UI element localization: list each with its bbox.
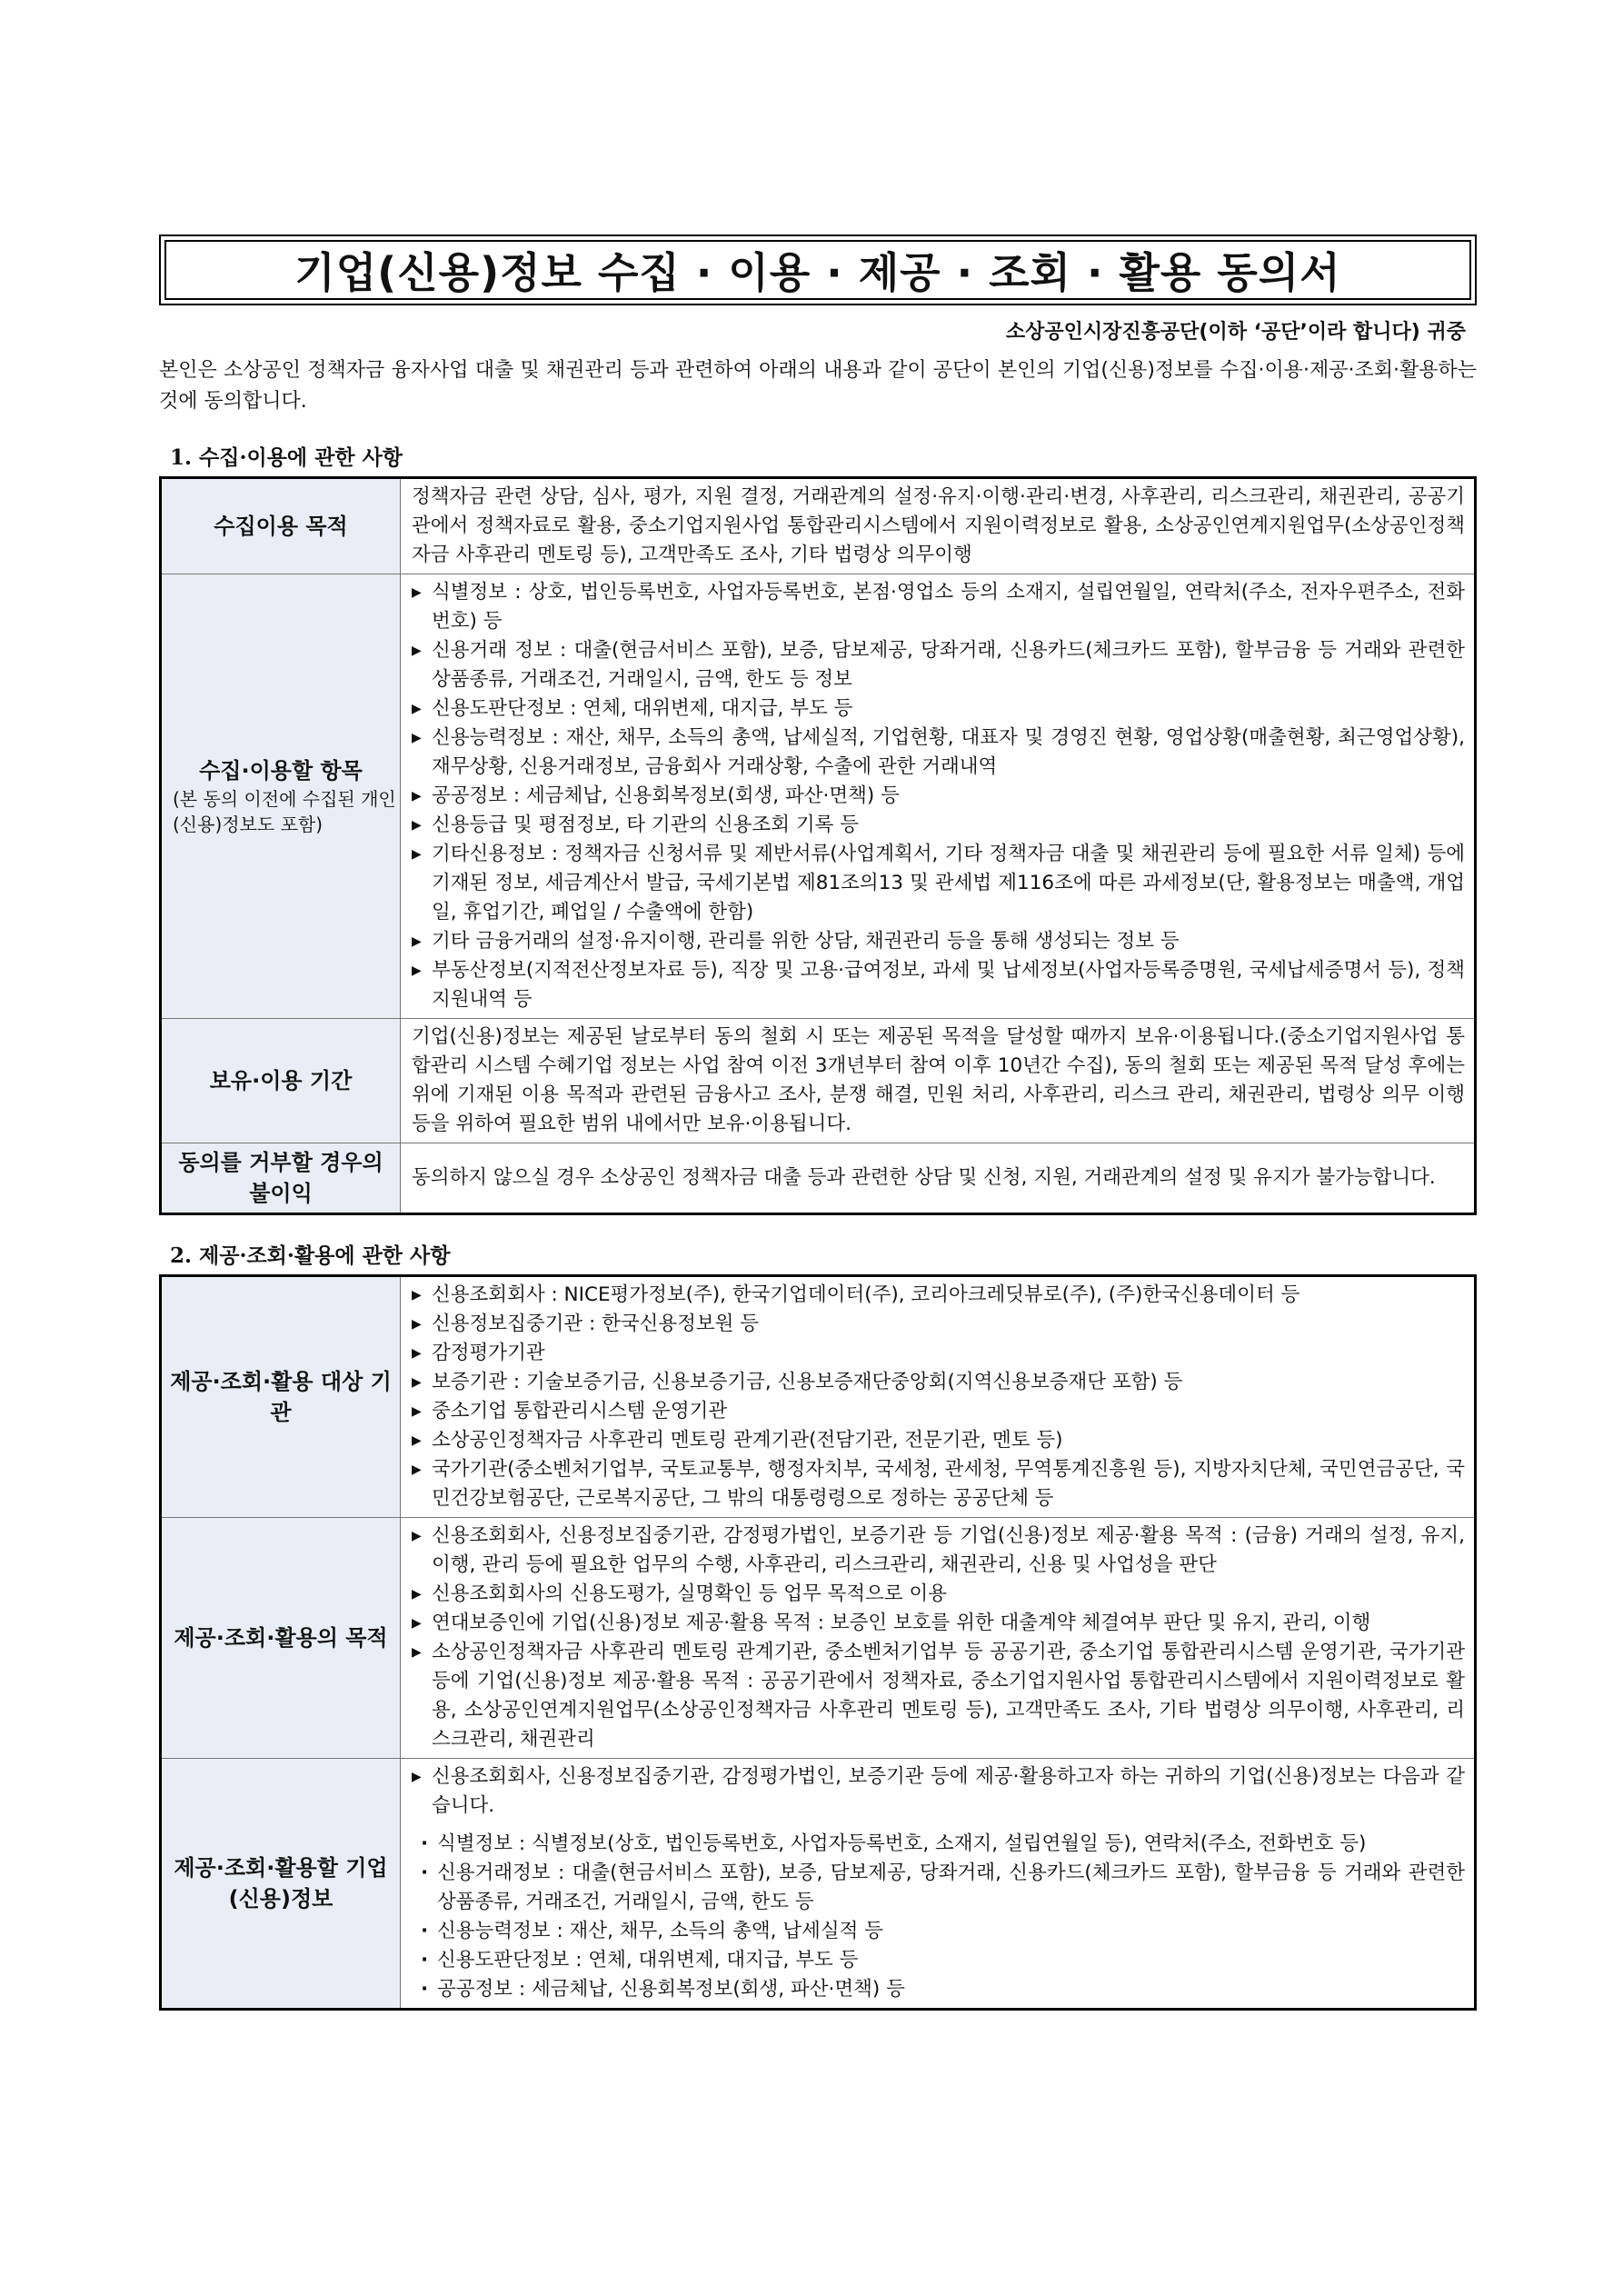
intro-paragraph: 본인은 소상공인 정책자금 융자사업 대출 및 채권관리 등과 관련하여 아래의 내용과 같이 공단이 본인의 기업(신용)정보를 수집·이용·제공·조회·활용하는 것에 동의합니다. [159, 359, 1477, 413]
table-row [161, 478, 1476, 574]
list-item: ▶ 기타신용정보 : 정책자금 신청서류 및 제반서류(사업계획서, 기타 정책자금 대출 및 채권관리 등에 필요한 서류 일체) 등에 기재된 정보, 세금계산서 발급, 국세기본법 제81조의13 및 관세법 제116조에 따른 과세정보(단, 활용정보는 매출액, 개업일, 휴업기간, 폐업일 / 수출액에 한함) [412, 840, 1465, 927]
recipients-label: 제공·조회·활용 대상 기관 [161, 1276, 401, 1518]
list-item: ▶ 신용등급 및 평점정보, 타 기관의 신용조회 기록 등 [412, 811, 1465, 840]
list-item: ▶ 보증기관 : 기술보증기금, 신용보증기금, 신용보증재단중앙회(지역신용보증재단 포함) 등 [412, 1368, 1465, 1397]
list-item: ▶ 감정평가기관 [412, 1339, 1465, 1368]
list-item: ▶ 신용조회회사의 신용도평가, 실명확인 등 업무 목적으로 이용 [412, 1580, 1465, 1609]
items-label: 수집·이용할 항목 [199, 758, 363, 784]
table-row [161, 574, 1476, 1019]
list-item: ▶ 부동산정보(지적전산정보자료 등), 직장 및 고용·급여정보, 과세 및 납세정보(사업자등록증명원, 국세납세증명서 등), 정책지원내역 등 [412, 956, 1465, 1014]
addressee: 소상공인시장진흥공단(이하 ‘공단’이라 합니다) 귀중 [1005, 321, 1466, 344]
section1-table [159, 476, 1477, 1215]
list-item: · 신용능력정보 : 재산, 채무, 소득의 총액, 납세실적 등 [412, 1917, 1465, 1946]
list-item: ▶ 신용도판단정보 : 연체, 대위변제, 대지급, 부도 등 [412, 694, 1465, 724]
list-item: ▶ 식별정보 : 상호, 법인등록번호, 사업자등록번호, 본점·영업소 등의 소재지, 설립연월일, 연락처(주소, 전자우편주소, 전화번호) 등 [412, 578, 1465, 636]
table-row [161, 1143, 1476, 1214]
provision-purpose-label: 제공·조회·활용의 목적 [161, 1518, 401, 1759]
list-item: ▶ 신용능력정보 : 재산, 채무, 소득의 총액, 납세실적, 기업현황, 대표자 및 경영진 현황, 영업상황(매출현황, 최근영업상황), 재무상황, 신용거래정보, 금융회사 거래상황, 수출에 관한 거래내역 [412, 724, 1465, 782]
list-item: ▶ 국가기관(중소벤처기업부, 국토교통부, 행정자치부, 국세청, 관세청, 무역통계진흥원 등), 지방자치단체, 국민연금공단, 국민건강보험공단, 근로복지공단, 그 밖의 대통령령으로 정하는 공공단체 등 [412, 1455, 1465, 1513]
retention-label: 보유·이용 기간 [161, 1019, 401, 1143]
info-list [401, 1759, 1476, 2010]
section2-heading: 2. 제공·조회·활용에 관한 사항 [170, 1243, 451, 1268]
list-item: ▶ 신용조회회사 : NICE평가정보(주), 한국기업데이터(주), 코리아크레딧뷰로(주), (주)한국신용데이터 등 [412, 1281, 1465, 1310]
refusal-text: 동의하지 않으실 경우 소상공인 정책자금 대출 등과 관련한 상담 및 신청, 지원, 거래관계의 설정 및 유지가 불가능합니다. [401, 1143, 1476, 1214]
info-lead: ▶ 신용조회회사, 신용정보집중기관, 감정평가법인, 보증기관 등에 제공·활용하고자 하는 귀하의 기업(신용)정보는 다음과 같습니다. [412, 1762, 1465, 1821]
retention-text: 기업(신용)정보는 제공된 날로부터 동의 철회 시 또는 제공된 목적을 달성할 때까지 보유·이용됩니다.(중소기업지원사업 통합관리 시스템 수혜기업 정보는 사업 참여 이전 3개년부터 참여 이후 10년간 수집), 동의 철회 또는 제공된 목적 달성 후에는 위에 기재된 이용 목적과 관련된 금융사고 조사, 분쟁 해결, 민원 처리, 사후관리, 리스크 관리, 채권관리, 법령상 의무 이행 등을 위하여 필요한 범위 내에서만 보유·이용됩니다. [401, 1019, 1476, 1143]
table-row [161, 1019, 1476, 1143]
recipients-list [401, 1276, 1476, 1518]
list-item: ▶ 신용정보집중기관 : 한국신용정보원 등 [412, 1310, 1465, 1339]
table-row [161, 1518, 1476, 1759]
consent-form [159, 235, 1477, 2011]
list-item: ▶ 중소기업 통합관리시스템 운영기관 [412, 1397, 1465, 1426]
table-row [161, 1759, 1476, 2010]
list-item: ▶ 연대보증인에 기업(신용)정보 제공·활용 목적 : 보증인 보호를 위한 대출계약 체결여부 판단 및 유지, 관리, 이행 [412, 1609, 1465, 1638]
items-list [401, 574, 1476, 1019]
list-item: ▶ 소상공인정책자금 사후관리 멘토링 관계기관(전담기관, 전문기관, 멘토 등) [412, 1426, 1465, 1455]
refusal-label: 동의를 거부할 경우의 불이익 [161, 1143, 401, 1214]
purpose-label: 수집이용 목적 [161, 478, 401, 574]
provision-purpose-list [401, 1518, 1476, 1759]
list-item: ▶ 공공정보 : 세금체납, 신용회복정보(회생, 파산·면책) 등 [412, 782, 1465, 811]
section1-heading: 1. 수집·이용에 관한 사항 [170, 445, 403, 470]
purpose-text: 정책자금 관련 상담, 심사, 평가, 지원 결정, 거래관계의 설정·유지·이행·관리·변경, 사후관리, 리스크관리, 채권관리, 공공기관에서 정책자료로 활용, 중소기업지원사업 통합관리시스템에서 지원이력정보로 활용, 소상공인연계지원업무(소상공인정책자금 사후관리 멘토링 등), 고객만족도 조사, 기타 법령상 의무이행 [401, 478, 1476, 574]
info-label: 제공·조회·활용할 기업(신용)정보 [161, 1759, 401, 2010]
list-item: ▶ 신용거래 정보 : 대출(현금서비스 포함), 보증, 담보제공, 당좌거래, 신용카드(체크카드 포함), 할부금융 등 거래와 관련한 상품종류, 거래조건, 거래일시, 금액, 한도 등 정보 [412, 636, 1465, 694]
table-row [161, 1276, 1476, 1518]
list-item: · 신용도판단정보 : 연체, 대위변제, 대지급, 부도 등 [412, 1946, 1465, 1975]
items-sublabel: (본 동의 이전에 수집된 개인(신용)정보도 포함) [173, 788, 396, 835]
list-item: ▶ 기타 금융거래의 설정·유지이행, 관리를 위한 상담, 채권관리 등을 통해 생성되는 정보 등 [412, 927, 1465, 956]
title-box [159, 235, 1477, 305]
document-title: 기업(신용)정보 수집 · 이용 · 제공 · 조회 · 활용 동의서 [164, 240, 1471, 300]
items-label-cell [161, 574, 401, 1019]
section2-table [159, 1274, 1477, 2011]
list-item: · 공공정보 : 세금체납, 신용회복정보(회생, 파산·면책) 등 [412, 1975, 1465, 2004]
list-item: · 신용거래정보 : 대출(현금서비스 포함), 보증, 담보제공, 당좌거래, 신용카드(체크카드 포함), 할부금융 등 거래와 관련한 상품종류, 거래조건, 거래일시, 금액, 한도 등 [412, 1859, 1465, 1917]
list-item: · 식별정보 : 식별정보(상호, 법인등록번호, 사업자등록번호, 소재지, 설립연월일 등), 연락처(주소, 전화번호 등) [412, 1830, 1465, 1859]
list-item: ▶ 신용조회회사, 신용정보집중기관, 감정평가법인, 보증기관 등 기업(신용)정보 제공·활용 목적 : (금융) 거래의 설정, 유지, 이행, 관리 등에 필요한 업무의 수행, 사후관리, 리스크관리, 채권관리, 신용 및 사업성을 판단 [412, 1522, 1465, 1580]
list-item: ▶ 소상공인정책자금 사후관리 멘토링 관계기관, 중소벤처기업부 등 공공기관, 중소기업 통합관리시스템 운영기관, 국가기관 등에 기업(신용)정보 제공·활용 목적 : 공공기관에서 정책자료, 중소기업지원사업 통합관리시스템에서 지원이력정보로 활용, 소상공인연계지원업무(소상공인정책자금 사후관리 멘토링 등), 고객만족도 조사, 기타 법령상 의무이행, 사후관리, 리스크관리, 채권관리 [412, 1638, 1465, 1754]
